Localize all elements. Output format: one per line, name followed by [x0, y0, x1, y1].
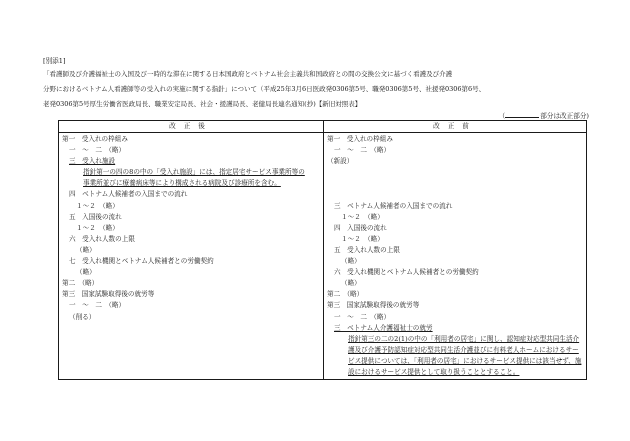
- right-line: （略）: [341, 257, 361, 266]
- right-spacer: [327, 178, 583, 189]
- legend-open-paren: （: [498, 112, 506, 120]
- left-line-deleted: （削る）: [69, 312, 96, 321]
- right-line: １～２ （略）: [341, 234, 384, 243]
- right-line: 三 ベトナム人候補者の入国までの流れ: [334, 201, 453, 210]
- legend-underline-sample: [505, 111, 539, 118]
- left-line: （略）: [76, 268, 96, 277]
- right-line: 六 受入れ機関とベトナム人候補者との労働契約: [334, 268, 479, 277]
- previous-column: [324, 121, 586, 379]
- right-line: 四 入国後の流れ: [334, 223, 387, 232]
- comparison-table: [58, 120, 587, 380]
- right-line: 第一 受入れの枠組み: [327, 135, 393, 143]
- right-line: 一 ～ 二 （略）: [334, 312, 391, 321]
- left-line: 一 ～ 二 （略）: [69, 146, 126, 155]
- right-amended-paragraph: 指針第三の二の2(1)の中の「利用者の居宅」に関し、認知症対応型共同生活介護及び介護予防認知症対応型共同生活介護並びに有料老人ホームにおけるサービス提供については、「利用者の居宅」におけるサービス提供には該当せず、施設におけるサービス提供として取り扱うこととすること。: [348, 334, 582, 376]
- right-line: 第二 （略）: [327, 290, 364, 299]
- left-line: 六 受入れ人数の上限: [69, 234, 135, 243]
- left-line: 一 ～ 二 （略）: [69, 301, 126, 310]
- attachment-label: [別添1]: [43, 57, 66, 65]
- left-line: １～２ （略）: [76, 223, 119, 232]
- title-line-2: 分野におけるベトナム人看護師等の受入れの実施に関する指針」について（平成25年3月6日医政発0306第5号、職発0306第5号、社援発0306第6号、: [43, 85, 486, 93]
- title-line-3: 老発0306第5号厚生労働省医政局長、職業安定局長、社会・援護局長、老健局長連名通知(抄)【新旧対照表】: [43, 100, 362, 108]
- left-line-amended: 三 受入れ施設: [69, 157, 116, 166]
- left-line: 五 入国後の流れ: [69, 212, 122, 221]
- right-spacer: [327, 189, 583, 200]
- right-line-amended: 三 ベトナム人介護福祉士の就労: [334, 323, 433, 332]
- right-line: １～２ （略）: [341, 212, 384, 221]
- right-line: （略）: [341, 279, 361, 288]
- revised-column-body: [59, 133, 323, 323]
- left-line: 第一 受入れの枠組み: [62, 135, 128, 143]
- left-line: 第二 （略）: [62, 279, 99, 288]
- document-title: [43, 67, 590, 112]
- right-line: 五 受入れ人数の上限: [334, 245, 400, 254]
- legend-text: 部分は改正部分): [540, 112, 589, 120]
- right-line-new: （新設）: [327, 157, 354, 166]
- left-line: 四 ベトナム人候補者の入国までの流れ: [69, 190, 188, 199]
- previous-column-body: [324, 133, 586, 378]
- right-spacer: [327, 167, 583, 178]
- right-line: 第三 国家試験取得後の就労等: [327, 301, 420, 310]
- left-line: 七 受入れ機関とベトナム人候補者との労働契約: [69, 257, 214, 266]
- left-line: （略）: [76, 245, 96, 254]
- previous-column-header: 改正前: [324, 121, 586, 133]
- left-amended-paragraph: 指針第一の四の8の中の「受入れ施設」には、指定居宅サービス事業所等の事業所並びに療養病床等により構成される病院及び診療所を含む。: [83, 168, 305, 188]
- revised-column: [59, 121, 324, 379]
- revised-column-header: 改正後: [59, 121, 323, 133]
- left-line: １～２ （略）: [76, 201, 119, 210]
- title-line-1: 「看護師及び介護福祉士の入国及び一時的な滞在に関する日本国政府とベトナム社会主義共和国政府との間の交換公文に基づく看護及び介護: [43, 70, 453, 78]
- right-line: 一 ～ 二 （略）: [334, 146, 391, 155]
- left-line: 第三 国家試験取得後の就労等: [62, 290, 155, 299]
